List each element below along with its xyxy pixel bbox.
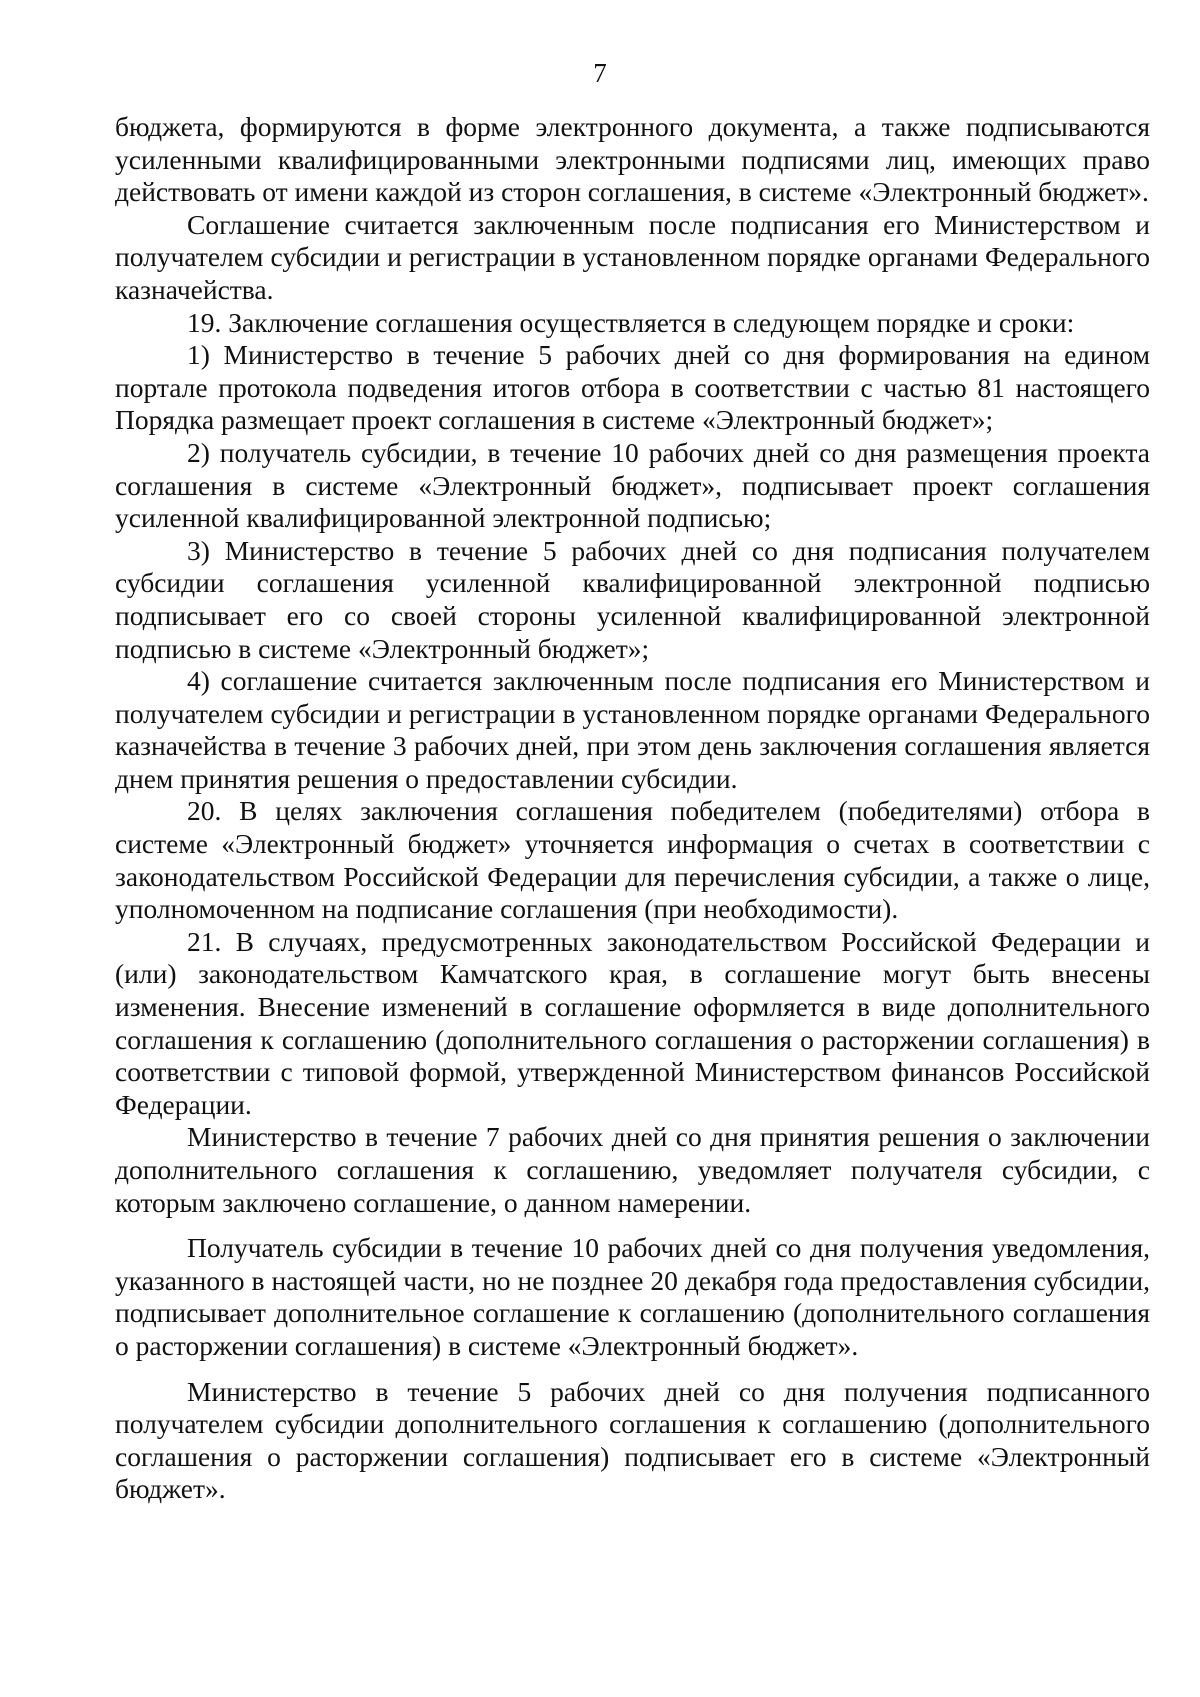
paragraph-item-3: 3) Министерство в течение 5 рабочих дней со дня подписания получателем субсидии соглашения усиленной квалифицированной электронной подписью подписывает его со своей стороны усиленной квалифицированной электронной подписью в системе «Электронный бюджет»;	[115, 534, 1150, 664]
paragraph-item-1: 1) Министерство в течение 5 рабочих дней со дня формирования на едином портале протокола подведения итогов отбора в соответствии с частью 81 настоящего Порядка размещает проект соглашения в системе «Электронный бюджет»;	[115, 339, 1150, 436]
paragraph-ministry-signing: Министерство в течение 5 рабочих дней со дня получения подписанного получателем субсидии дополнительного соглашения к соглашению (дополнительного соглашения о расторжении соглашения) подписывает его в системе «Электронный бюджет».	[115, 1375, 1150, 1505]
paragraph-continuation: бюджета, формируются в форме электронного документа, а также подписываются усиленными квалифицированными электронными подписями лиц, имеющих право действовать от имени каждой из сторон соглашения, в системе «Электронный бюджет».	[115, 111, 1150, 208]
paragraph-section-21: 21. В случаях, предусмотренных законодательством Российской Федерации и (или) законодательством Камчатского края, в соглашение могут быть внесены изменения. Внесение изменений в соглашение оформляется в виде дополнительного соглашения к соглашению (дополнительного соглашения о расторжении соглашения) в соответствии с типовой формой, утвержденной Министерством финансов Российской Федерации.	[115, 925, 1150, 1120]
paragraph-section-20: 20. В целях заключения соглашения победителем (победителями) отбора в системе «Электронный бюджет» уточняется информация о счетах в соответствии с законодательством Российской Федерации для перечисления субсидии, а также о лице, уполномоченном на подписание соглашения (при необходимости).	[115, 795, 1150, 925]
document-body	[115, 111, 1150, 1506]
paragraph-ministry-notification: Министерство в течение 7 рабочих дней со дня принятия решения о заключении дополнительного соглашения к соглашению, уведомляет получателя субсидии, с которым заключено соглашение, о данном намерении.	[115, 1121, 1150, 1218]
paragraph-item-4: 4) соглашение считается заключенным после подписания его Министерством и получателем субсидии и регистрации в установленном порядке органами Федерального казначейства в течение 3 рабочих дней, при этом день заключения соглашения является днем принятия решения о предоставлении субсидии.	[115, 665, 1150, 794]
paragraph-item-2: 2) получатель субсидии, в течение 10 рабочих дней со дня размещения проекта соглашения в системе «Электронный бюджет», подписывает проект соглашения усиленной квалифицированной электронной подписью;	[115, 436, 1150, 534]
page-number: 7	[593, 58, 607, 88]
paragraph-agreement-concluded: Соглашение считается заключенным после подписания его Министерством и получателем субсидии и регистрации в установленном порядке органами Федерального казначейства.	[115, 208, 1150, 305]
paragraph-section-19: 19. Заключение соглашения осуществляется в следующем порядке и сроки:	[187, 306, 1075, 338]
paragraph-recipient-signing: Получатель субсидии в течение 10 рабочих дней со дня получения уведомления, указанного в настоящей части, но не позднее 20 декабря года предоставления субсидии, подписывает дополнительное соглашение к соглашению (дополнительного соглашения о расторжении соглашения) в системе «Электронный бюджет».	[115, 1232, 1150, 1361]
